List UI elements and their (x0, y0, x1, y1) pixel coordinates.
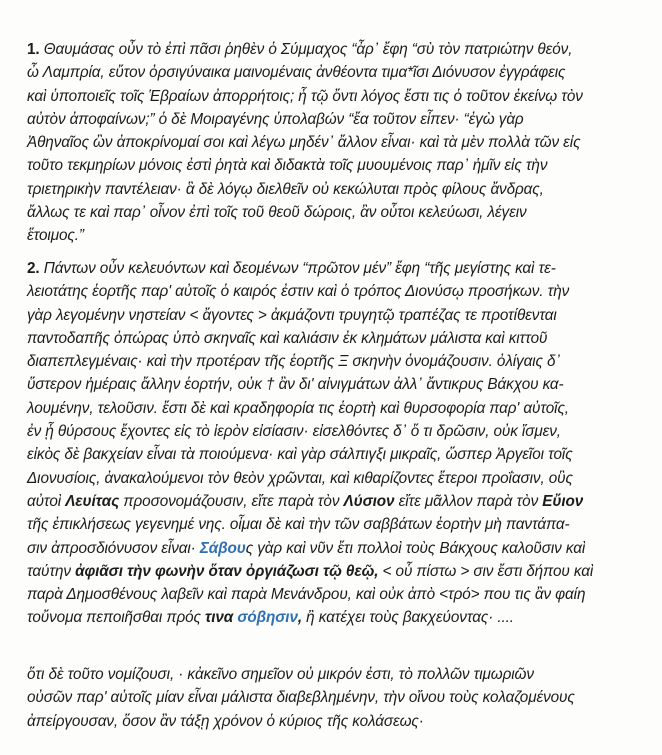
text-span: εἴτε μᾶλλον παρὰ τὸν (394, 492, 543, 510)
text-span: σιν ἀπροσδιόνυσον εἶναι· (27, 539, 200, 557)
paragraph-number: 1. (27, 41, 40, 58)
text-line: καὶ ὑποποιεῖς τοῖς Ἑβραίων ἀπορρήτοις; ἦ τῷ ὄντι λόγος ἔστι τις ὁ τοῦτον ἐκείνῳ τὸν (27, 87, 583, 105)
bold-phrase: ἀφιᾶσι τὴν φωνὴν ὅταν ὀργιάζωσι τῷ θεῷ, (75, 562, 379, 580)
text-line: Διονυσίοις, ἀνακαλούμενοι τὸν θεὸν χρῶνται, καὶ κιθαρίζοντες ἕτεροι προΐασιν, οὓς (27, 469, 573, 487)
bold-term-tina: τινα (205, 609, 234, 627)
text-span: ς γὰρ καὶ νῦν ἔτι πολλοὶ τοὺς Βάκχους καλοῦσιν καὶ (245, 539, 586, 557)
text-line: τῆς ἐπικλήσεως γεγενημέ νης. οἶμαι δὲ καὶ τὴν τῶν σαββάτων ἑορτὴν μὴ παντάπα- (27, 516, 570, 534)
text-line: ὅτι δὲ τοῦτο νομίζουσι, · κἀκεῖνο σημεῖον οὐ μικρόν ἐστι, τὸ πολλῶν τιμωριῶν (27, 666, 534, 683)
text-line: ὕστερον ἡμέραις ἄλλην ἑορτήν, οὐκ † ἂν δι' αἰνιγμάτων ἀλλ᾽ ἄντικρυς Βάκχου κα- (27, 376, 564, 394)
text-line: διαπεπλεγμέναις· καὶ τὴν προτέραν τῆς ἑορτῆς Ξ σκηνὴν ὀνομάζουσιν. ὀλίγαις δ᾽ (27, 353, 561, 371)
text-line: Ἀθηναῖος ὢν ἀποκρίνομαί σοι καὶ λέγω μηδέν᾽ ἄλλον εἶναι· καὶ τὰ μὲν πολλὰ τῶν εἰς (27, 134, 581, 152)
text-line: λουμένην, τελοῦσιν. ἔστι δὲ καὶ κραδηφορία τις ἑορτὴ καὶ θυρσοφορία παρ' αὐτοῖς, (27, 399, 569, 417)
text-line: λειοτάτης ἑορτῆς παρ' αὐτοῖς ὁ καιρός ἐστιν καὶ ὁ τρόπος Διονύσῳ προσήκων. τὴν (27, 283, 570, 301)
text-line: ἄλλως τε καὶ παρ᾽ οἶνον ἐπὶ τοῖς τοῦ θεοῦ δώροις, ἂν οὗτοι κελεύωσι, λέγειν (27, 204, 527, 222)
text-line: παρὰ Δημοσθένους λαβεῖν καὶ παρὰ Μενάνδρου, καὶ οὐκ ἀπὸ <τρό> που τις ἂν φαίη (27, 586, 586, 604)
paragraph-3 (27, 663, 652, 733)
text-line: παντοδαπῆς ὀπώρας ὑπὸ σκηναῖς καὶ καλιάσιν ἐκ κλημάτων μάλιστα καὶ κιττοῦ (27, 329, 548, 347)
text-line: ἀπείργουσαν, ὅσον ἂν τάξῃ χρόνον ὁ κύριος τῆς κολάσεως· (27, 712, 424, 730)
text-line (27, 38, 652, 61)
text-line: ἕτοιμος.” (27, 227, 84, 245)
text-span: προσονομάζουσιν, εἴτε παρὰ τὸν (119, 492, 344, 510)
text-span: Πάντων οὖν κελευόντων καὶ δεομένων “πρῶτον μέν” ἔφη “τῆς μεγίστης καὶ τε- (39, 260, 556, 277)
paragraph-2 (27, 257, 652, 630)
bold-term-euion: Εὔιον (542, 492, 584, 510)
text-span: ταύτην (27, 562, 76, 580)
text-line (27, 537, 652, 560)
text-line (27, 257, 652, 280)
text-line: εἰκὸς δὲ βακχείαν εἶναι τὰ ποιούμενα· καὶ γὰρ σάλπιγξι μικραῖς, ὥσπερ Ἀργεῖοι τοῖς (27, 446, 573, 464)
highlight-term-sobesin: σόβησιν (237, 609, 298, 627)
text-span: αὐτοὶ (27, 492, 66, 510)
text-line (27, 606, 652, 629)
bold-term-leuitas: Λευίτας (65, 492, 120, 510)
text-span: τοὔνομα πεποιῆσθαι πρός (27, 609, 206, 627)
text-line: οὐσῶν παρ' αὐτοῖς μίαν εἶναι μάλιστα διαβεβλημένην, τὴν οἴνου τοὺς κολαζομένους (27, 689, 575, 707)
text-line: τοῦτο τεκμηρίων μόνοις ἐστὶ ῥητὰ καὶ διδακτὰ τοῖς μυουμένοις παρ᾽ ἡμῖν εἰς τὴν (27, 157, 548, 175)
text-line (27, 560, 652, 583)
text-line: τριετηρικὴν παντέλειαν· ἃ δὲ λόγῳ διελθεῖν οὐ κεκώλυται πρὸς φίλους ἄνδρας, (27, 180, 544, 198)
bold-comma: , (297, 609, 303, 627)
text-line: αὐτὸν ἀποφαίνων;” ὁ δὲ Μοιραγένης ὑπολαβών “ἔα τοῦτον εἶπεν· “ἐγὼ γὰρ (27, 110, 524, 128)
text-line: γὰρ λεγομένην νηστείαν < ἄγοντες > ἀκμάζοντι τρυγητῷ τραπέζας τε προτίθενται (27, 306, 557, 324)
paragraph-number: 2. (27, 260, 40, 277)
text-span: < οὗ πίστω > σιν ἔστι δήπου καὶ (378, 562, 594, 580)
text-span: Θαυμάσας οὖν τὸ ἐπὶ πᾶσι ῥηθὲν ὁ Σύμμαχος “ἆρ᾽ ἔφη “σὺ τὸν πατριώτην θεόν, (39, 41, 573, 58)
highlight-term-sabou: Σάβου (199, 539, 246, 557)
text-line: ἐν ᾗ θύρσους ἔχοντες εἰς τὸ ἱερὸν εἰσίασιν· εἰσελθόντες δ᾽ ὅ τι δρῶσιν, οὐκ ἴσμεν, (27, 423, 561, 441)
bold-term-lysion: Λύσιον (343, 492, 395, 510)
paragraph-1 (27, 38, 652, 248)
text-span: ἢ κατέχει τοὺς βακχεύοντας· .... (302, 609, 514, 627)
text-line (27, 490, 652, 513)
text-line: ὦ Λαμπρία, εὔτον ὀρσιγύναικα μαινομέναις ἀνθέοντα τιμα*ῖσι Διόνυσον ἐγγράφεις (27, 64, 566, 82)
